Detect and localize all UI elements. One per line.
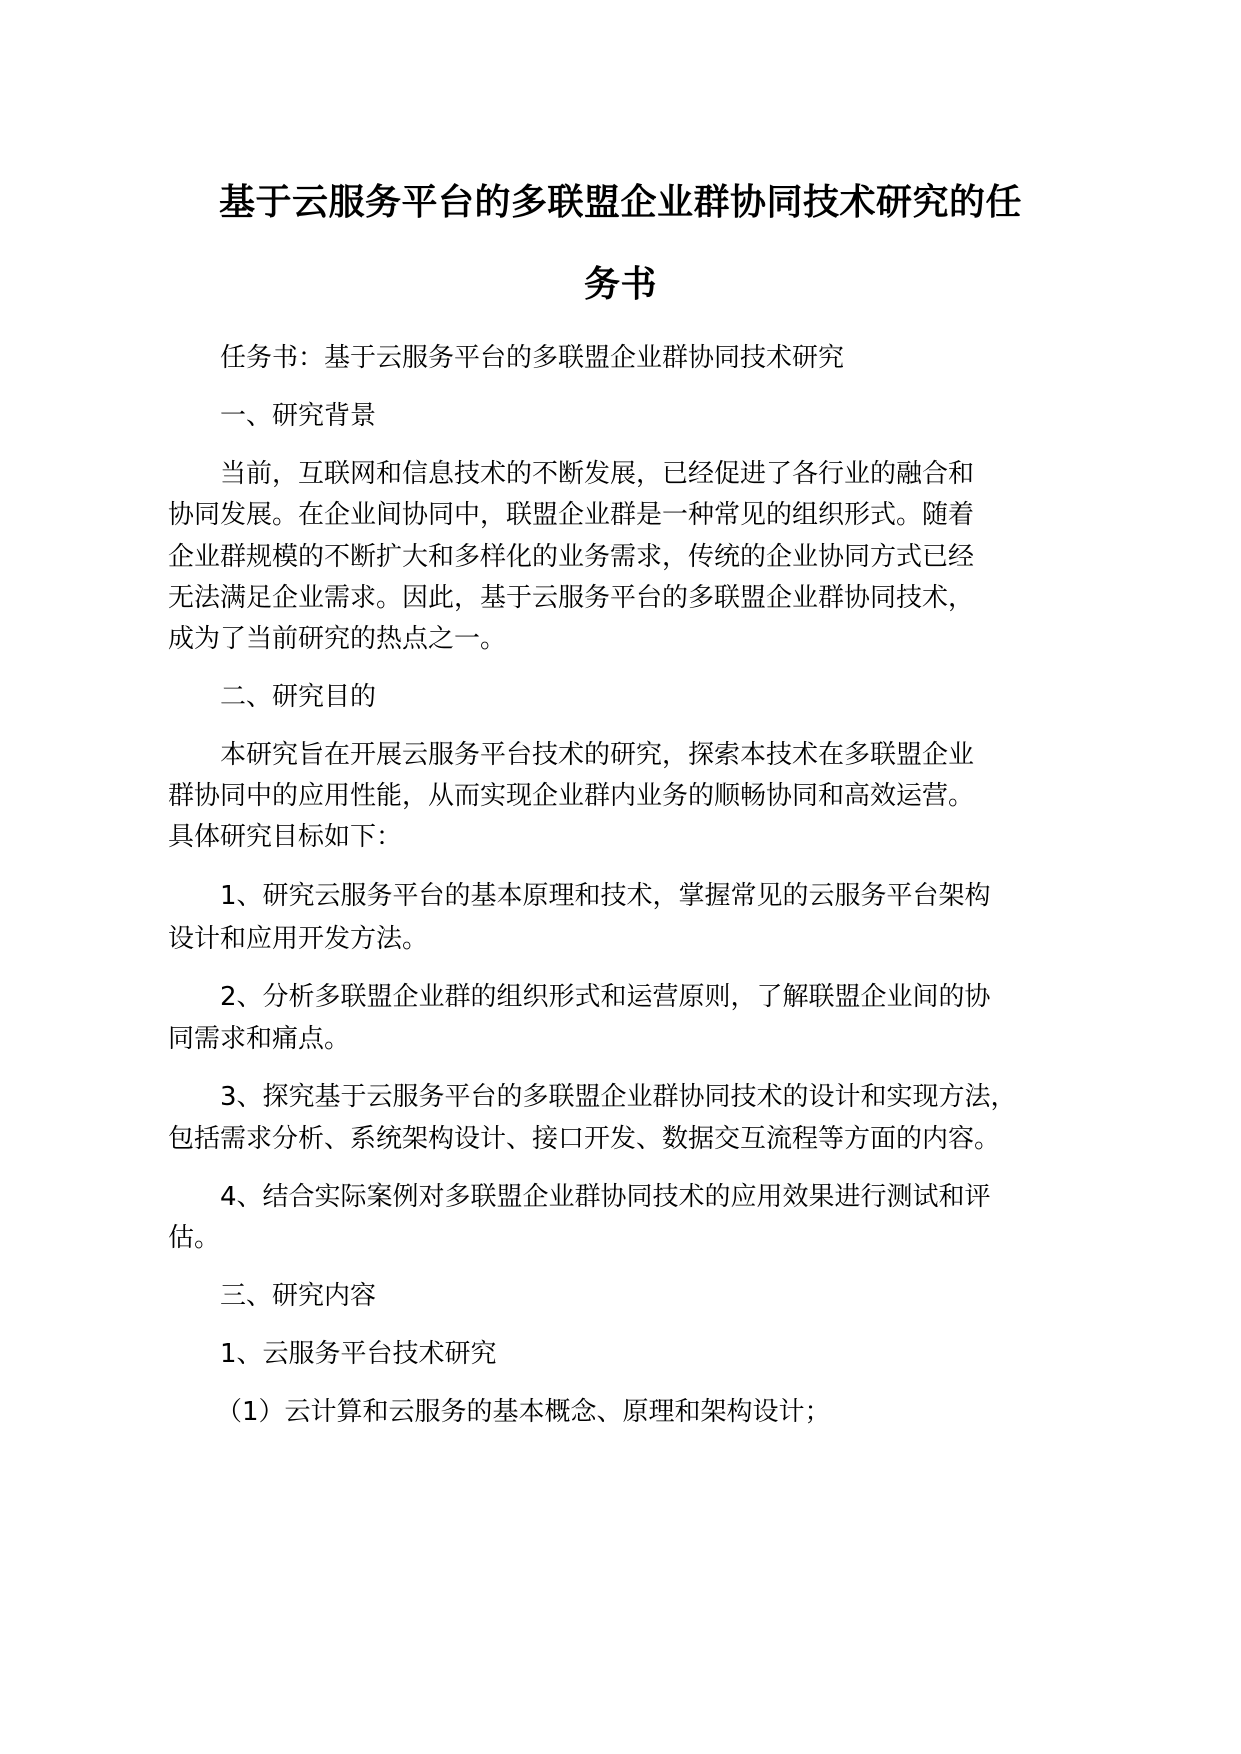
paragraph-line: 本研究旨在开展云服务平台技术的研究，探索本技术在多联盟企业 xyxy=(220,740,975,770)
subsection-heading: 1、云服务平台技术研究 xyxy=(220,1339,497,1369)
subtitle: 任务书：基于云服务平台的多联盟企业群协同技术研究 xyxy=(220,343,845,373)
section-heading-background: 一、研究背景 xyxy=(220,401,377,431)
subsection-item: （1）云计算和云服务的基本概念、原理和架构设计； xyxy=(216,1397,831,1427)
list-item-line: 设计和应用开发方法。 xyxy=(168,924,429,954)
list-item-line: 同需求和痛点。 xyxy=(168,1024,351,1054)
list-item-line: 4、结合实际案例对多联盟企业群协同技术的应用效果进行测试和评 xyxy=(220,1182,991,1212)
list-item-line: 2、分析多联盟企业群的组织形式和运营原则，了解联盟企业间的协 xyxy=(220,982,991,1012)
list-item-line: 估。 xyxy=(168,1223,221,1253)
paragraph-line: 协同发展。在企业间协同中，联盟企业群是一种常见的组织形式。随着 xyxy=(168,500,975,530)
paragraph-line: 群协同中的应用性能，从而实现企业群内业务的顺畅协同和高效运营。 xyxy=(168,781,975,811)
list-item-line: 1、研究云服务平台的基本原理和技术，掌握常见的云服务平台架构 xyxy=(220,881,991,911)
document-title-line-1: 基于云服务平台的多联盟企业群协同技术研究的任 xyxy=(218,182,1022,223)
paragraph-line: 无法满足企业需求。因此，基于云服务平台的多联盟企业群协同技术， xyxy=(168,583,975,613)
section-heading-purpose: 二、研究目的 xyxy=(220,682,377,712)
document-title-line-2: 务书 xyxy=(583,264,657,305)
list-item-line: 包括需求分析、系统架构设计、接口开发、数据交互流程等方面的内容。 xyxy=(168,1124,1001,1154)
list-item-line: 3、探究基于云服务平台的多联盟企业群协同技术的设计和实现方法， xyxy=(220,1082,1017,1112)
paragraph-line: 成为了当前研究的热点之一。 xyxy=(168,624,507,654)
paragraph-line: 具体研究目标如下： xyxy=(168,822,403,852)
paragraph-line: 企业群规模的不断扩大和多样化的业务需求，传统的企业协同方式已经 xyxy=(168,542,975,572)
paragraph-line: 当前，互联网和信息技术的不断发展，已经促进了各行业的融合和 xyxy=(220,459,975,489)
section-heading-content: 三、研究内容 xyxy=(220,1281,377,1311)
